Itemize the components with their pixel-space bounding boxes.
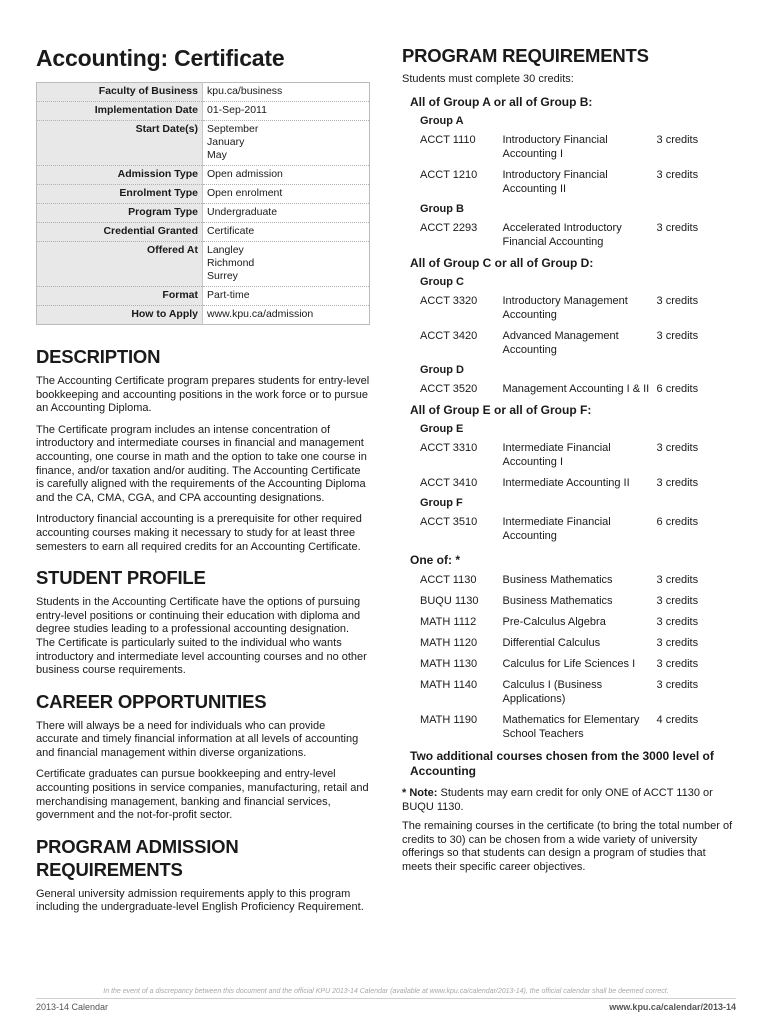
course-code: MATH 1140	[420, 679, 478, 691]
info-row	[37, 166, 370, 185]
course-code: ACCT 1210	[420, 169, 478, 181]
group-f-label: Group F	[420, 497, 463, 509]
course-title: Intermediate Financial Accounting	[502, 516, 611, 542]
info-value-line: www.kpu.ca/admission	[207, 308, 314, 320]
info-row	[37, 83, 370, 102]
info-row	[37, 306, 370, 325]
info-row	[37, 242, 370, 287]
group-ef-header: All of Group E or all of Group F:	[410, 403, 592, 417]
info-row	[37, 102, 370, 121]
info-value	[203, 306, 370, 325]
info-value-line: Part-time	[207, 289, 250, 301]
course-credits: 3 credits	[656, 330, 699, 342]
info-label: Format	[37, 287, 203, 306]
course-row	[420, 133, 736, 161]
info-value-line: Certificate	[207, 225, 255, 237]
info-value-line: kpu.ca/business	[207, 85, 283, 97]
info-value-line: Open admission	[207, 168, 283, 180]
footer-calendar-link[interactable]: www.kpu.ca/calendar/2013-14	[609, 1002, 736, 1012]
course-title: Differential Calculus	[502, 637, 601, 649]
info-label: Enrolment Type	[37, 185, 203, 204]
admission-section	[36, 835, 370, 915]
course-row	[420, 476, 736, 490]
info-value-line: 01-Sep-2011	[207, 104, 267, 116]
course-title: Advanced Management Accounting	[502, 330, 619, 356]
course-credits: 3 credits	[656, 134, 699, 146]
course-title: Intermediate Accounting II	[502, 477, 630, 489]
description-heading: DESCRIPTION	[36, 346, 161, 367]
course-code: ACCT 3310	[420, 442, 478, 454]
program-info-table	[36, 82, 370, 325]
left-column	[36, 44, 370, 923]
course-credits: 3 credits	[656, 679, 699, 691]
group-a-label: Group A	[420, 115, 464, 127]
requirements-heading: PROGRAM REQUIREMENTS	[402, 45, 649, 66]
info-value	[203, 185, 370, 204]
group-c-label: Group C	[420, 276, 464, 288]
info-label: Implementation Date	[37, 102, 203, 121]
course-code: BUQU 1130	[420, 595, 479, 607]
info-value	[203, 166, 370, 185]
info-row	[37, 287, 370, 306]
course-row	[420, 636, 736, 650]
info-value-line: Surrey	[207, 270, 238, 282]
course-title: Introductory Financial Accounting I	[502, 134, 608, 160]
course-row	[420, 678, 736, 706]
info-value	[203, 287, 370, 306]
course-code: ACCT 3420	[420, 330, 478, 342]
course-credits: 3 credits	[656, 595, 699, 607]
info-row	[37, 121, 370, 166]
note-text: Students may earn credit for only ONE of ACCT 1130 or BUQU 1130.	[402, 787, 713, 813]
info-value-line: Undergraduate	[207, 206, 278, 218]
info-value-line: Langley	[207, 244, 244, 256]
admission-paragraph: General university admission requirements apply to this program including the undergraduate-level English Proficiency Requirement.	[36, 887, 364, 914]
info-value-line: September	[207, 123, 259, 135]
course-row	[420, 441, 736, 469]
course-title: Pre-Calculus Algebra	[502, 616, 606, 628]
course-credits: 4 credits	[656, 714, 699, 726]
info-row	[37, 204, 370, 223]
course-row	[420, 515, 736, 543]
description-section	[36, 345, 370, 554]
course-code: ACCT 3410	[420, 477, 478, 489]
footer-divider	[36, 998, 736, 999]
group-ab-header: All of Group A or all of Group B:	[410, 95, 593, 109]
course-row	[420, 713, 736, 741]
student-profile-paragraph: Students in the Accounting Certificate have the options of pursuing entry-level positions or continuing their education with diploma and degree studies leading to a professional accounting designation. The Certificate is particularly suited to the individual who wants introductory and intermediate level accounting courses and no other business course requirements.	[36, 596, 367, 677]
course-credits: 3 credits	[656, 658, 699, 670]
info-value	[203, 83, 370, 102]
course-code: ACCT 1130	[420, 574, 477, 586]
course-code: MATH 1190	[420, 714, 478, 726]
info-label: Start Date(s)	[37, 121, 203, 166]
info-value-line: May	[207, 149, 227, 161]
course-title: Introductory Management Accounting	[502, 295, 628, 321]
info-label: Credential Granted	[37, 223, 203, 242]
info-label: Offered At	[37, 242, 203, 287]
course-row	[420, 382, 736, 396]
info-value-line: Richmond	[207, 257, 255, 269]
course-row	[420, 657, 736, 671]
course-code: MATH 1112	[420, 616, 477, 628]
course-credits: 3 credits	[656, 442, 699, 454]
course-title: Introductory Financial Accounting II	[502, 169, 608, 195]
course-credits: 3 credits	[656, 637, 699, 649]
info-value	[203, 102, 370, 121]
career-section	[36, 690, 370, 823]
requirements-intro: Students must complete 30 credits:	[402, 73, 574, 85]
info-label: How to Apply	[37, 306, 203, 325]
course-code: ACCT 2293	[420, 222, 478, 234]
group-d-label: Group D	[420, 364, 464, 376]
description-paragraph: The Accounting Certificate program prepares students for entry-level bookkeeping and accounting positions in the work force or to pursue an Accounting Diploma.	[36, 375, 370, 415]
course-title: Intermediate Financial Accounting I	[502, 442, 611, 468]
course-credits: 3 credits	[656, 616, 699, 628]
info-value	[203, 223, 370, 242]
course-title: Mathematics for Elementary School Teachers	[502, 714, 640, 740]
course-credits: 3 credits	[656, 574, 699, 586]
course-credits: 3 credits	[656, 222, 699, 234]
course-row	[420, 168, 736, 196]
note-label: * Note:	[402, 787, 438, 799]
group-e-label: Group E	[420, 423, 464, 435]
group-b-label: Group B	[420, 203, 464, 215]
info-row	[37, 185, 370, 204]
info-value-line: January	[207, 136, 245, 148]
course-code: ACCT 1110	[420, 134, 476, 146]
course-code: ACCT 3520	[420, 383, 478, 395]
course-code: MATH 1120	[420, 637, 478, 649]
note-paragraph	[402, 787, 736, 814]
info-value	[203, 242, 370, 287]
admission-heading: PROGRAM ADMISSION REQUIREMENTS	[36, 835, 239, 880]
info-label: Program Type	[37, 204, 203, 223]
right-column	[402, 44, 736, 875]
footer-disclaimer: In the event of a discrepancy between this document and the official KPU 2013-14 Calendar (available at www.kpu.ca/calendar/2013-14), the official calendar shall be deemed correct.	[103, 988, 669, 995]
course-row	[420, 294, 736, 322]
info-value	[203, 121, 370, 166]
course-title: Management Accounting I & II	[502, 383, 650, 395]
course-code: MATH 1130	[420, 658, 478, 670]
two-additional-courses: Two additional courses chosen from the 3000 level of Accounting	[410, 749, 714, 778]
course-title: Calculus I (Business Applications)	[502, 679, 603, 705]
course-credits: 6 credits	[656, 516, 699, 528]
course-code: ACCT 3320	[420, 295, 478, 307]
one-of-header: One of: *	[410, 553, 460, 567]
footer-calendar-label: 2013-14 Calendar	[36, 1002, 109, 1012]
course-row	[420, 329, 736, 357]
group-cd-header: All of Group C or all of Group D:	[410, 256, 594, 270]
description-paragraph: The Certificate program includes an intense concentration of introductory and intermediate courses in financial and management accounting, one course in math and the option to take one course in finance, and/or taxation and/or auditing. The Accounting Certificate is carefully aligned with the requirements of the Accounting Diploma and the CA, CMA, CGA, and CPA accounting designations.	[36, 423, 367, 504]
career-heading: CAREER OPPORTUNITIES	[36, 690, 267, 712]
course-credits: 3 credits	[656, 477, 699, 489]
course-row	[420, 594, 736, 608]
student-profile-heading: STUDENT PROFILE	[36, 567, 206, 589]
info-value	[203, 204, 370, 223]
description-paragraph: Introductory financial accounting is a prerequisite for other required accounting courses making it necessary to study for at least three semesters to earn all required credits for an Accounting Certificate.	[36, 513, 362, 553]
course-title: Business Mathematics	[502, 574, 613, 586]
info-value-line: Open enrolment	[207, 187, 283, 199]
course-row	[420, 573, 736, 587]
career-paragraph: There will always be a need for individuals who can provide accurate and timely financial information at all levels of accounting and financial management within diverse organizations.	[36, 719, 359, 759]
remaining-paragraph: The remaining courses in the certificate (to bring the total number of credits to 30) can be chosen from a wide variety of university offerings so that students can design a program of studies that meets their specific career objectives.	[402, 820, 733, 873]
course-title: Accelerated Introductory Financial Accounting	[502, 222, 622, 248]
info-label: Admission Type	[37, 166, 203, 185]
course-credits: 3 credits	[656, 295, 699, 307]
student-profile-section	[36, 566, 370, 678]
course-title: Calculus for Life Sciences I	[502, 658, 636, 670]
course-credits: 6 credits	[656, 383, 699, 395]
course-credits: 3 credits	[656, 169, 699, 181]
course-row	[420, 221, 736, 249]
course-row	[420, 615, 736, 629]
info-label: Faculty of Business	[37, 83, 203, 102]
page-title: Accounting: Certificate	[36, 45, 285, 71]
course-title: Business Mathematics	[502, 595, 613, 607]
career-paragraph: Certificate graduates can pursue bookkeeping and entry-level accounting positions in service companies, manufacturing, retail and merchandising management, banking and financial services, government and the not-for-profit sector.	[36, 768, 369, 822]
course-code: ACCT 3510	[420, 516, 478, 528]
info-row	[37, 223, 370, 242]
